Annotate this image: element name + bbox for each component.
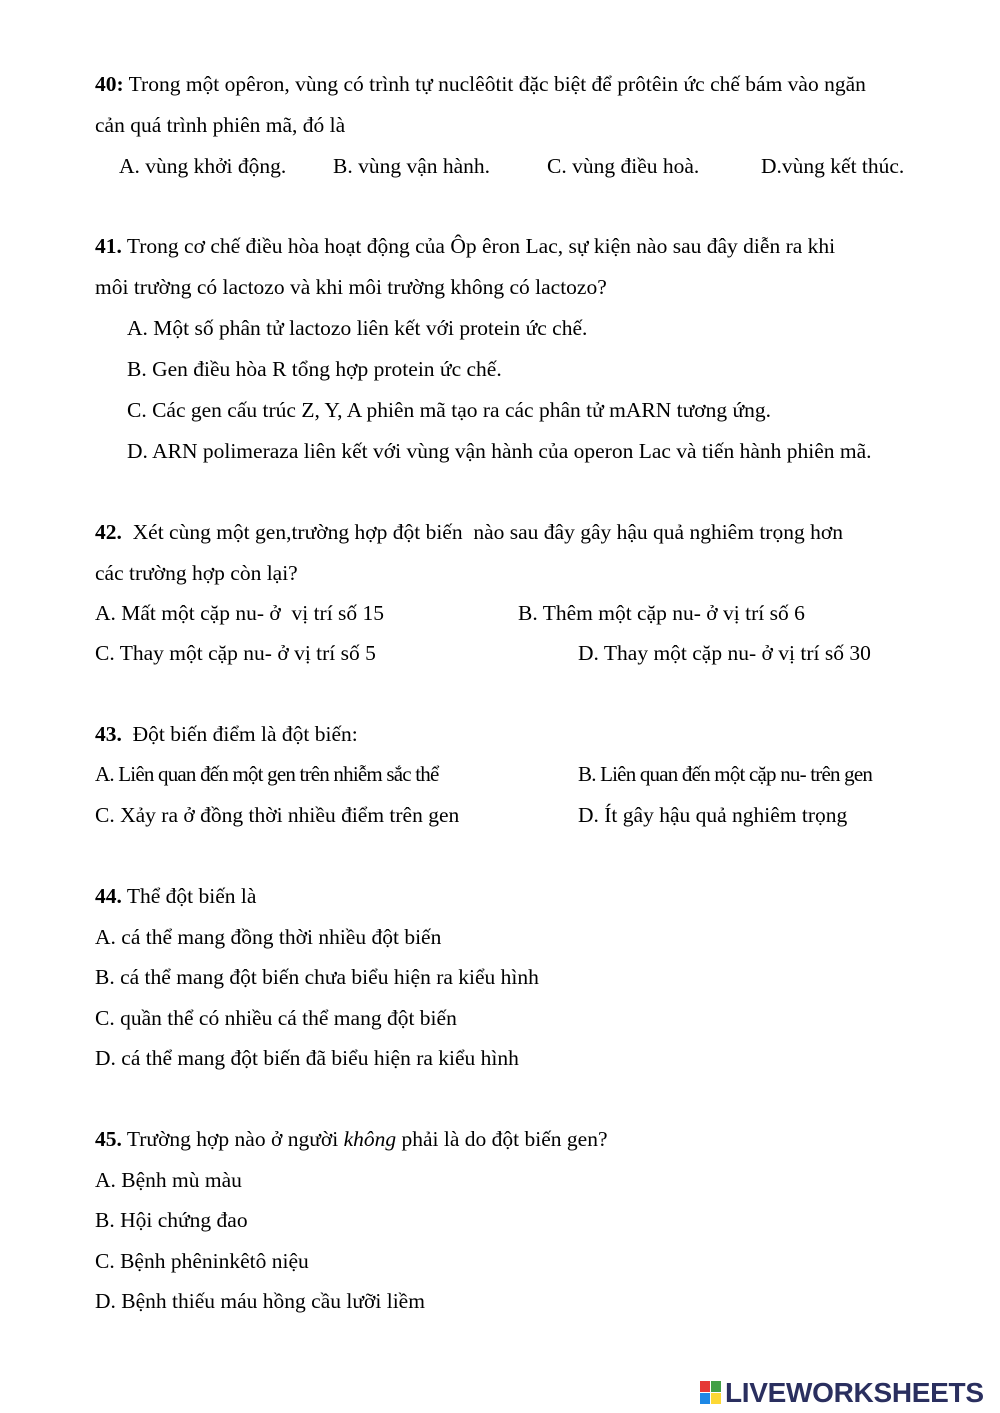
question-41-text-line-2: môi trường có lactozo và khi môi trường không có lactozo? (95, 275, 607, 299)
question-45-option-d[interactable]: D. Bệnh thiếu máu hồng cầu lưỡi liềm (95, 1289, 425, 1313)
question-44-option-a[interactable]: A. cá thể mang đồng thời nhiều đột biến (95, 925, 442, 949)
liveworksheets-logo-text: LIVEWORKSHEETS (725, 1377, 984, 1408)
question-40-number: 40: (95, 72, 124, 96)
question-45-option-b[interactable]: B. Hội chứng đao (95, 1208, 248, 1232)
question-44-option-c[interactable]: C. quần thể có nhiều cá thể mang đột biến (95, 1006, 457, 1030)
question-42-option-d[interactable]: D. Thay một cặp nu- ở vị trí số 30 (578, 641, 871, 665)
question-43-text-line-1: 43. Đột biến điểm là đột biến: (95, 722, 358, 746)
question-41-option-b[interactable]: B. Gen điều hòa R tổng hợp protein ức chế. (127, 357, 502, 381)
question-45-option-c[interactable]: C. Bệnh phêninkêtô niệu (95, 1249, 309, 1273)
question-42-number: 42. (95, 520, 122, 544)
question-43-option-d[interactable]: D. Ít gây hậu quả nghiêm trọng (578, 803, 848, 827)
question-42-text-line-2: các trường hợp còn lại? (95, 561, 298, 585)
question-45-text-line-1: 45. Trường hợp nào ở người không phải là do đột biến gen? (95, 1127, 608, 1151)
question-43-number: 43. (95, 722, 122, 746)
question-40-text-line-2: cản quá trình phiên mã, đó là (95, 113, 346, 137)
question-45-option-a[interactable]: A. Bệnh mù màu (95, 1168, 242, 1192)
question-44-option-b[interactable]: B. cá thể mang đột biến chưa biểu hiện ra kiểu hình (95, 965, 539, 989)
question-40-option-d[interactable]: D.vùng kết thúc. (761, 154, 905, 178)
question-45-number: 45. (95, 1127, 122, 1151)
question-40-text-line-1: 40: Trong một opêron, vùng có trình tự nuclêôtit đặc biệt để prôtêin ức chế bám vào ngăn (95, 72, 866, 96)
question-43-option-c[interactable]: C. Xảy ra ở đồng thời nhiều điểm trên gen (95, 803, 460, 827)
liveworksheets-logo-icon (700, 1381, 722, 1405)
question-42-option-c[interactable]: C. Thay một cặp nu- ở vị trí số 5 (95, 641, 376, 665)
question-44-text-line-1: 44. Thể đột biến là (95, 884, 257, 908)
question-41-option-c[interactable]: C. Các gen cấu trúc Z, Y, A phiên mã tạo ra các phân tử mARN tương ứng. (127, 398, 772, 422)
question-41-option-a[interactable]: A. Một số phân tử lactozo liên kết với protein ức chế. (127, 316, 588, 340)
question-40-option-b[interactable]: B. vùng vận hành. (333, 154, 491, 178)
question-43-option-a[interactable]: A. Liên quan đến một gen trên nhiễm sắc thể (95, 762, 439, 786)
liveworksheets-logo (700, 1377, 984, 1409)
question-43-option-b[interactable]: B. Liên quan đến một cặp nu- trên gen (578, 762, 873, 786)
question-40-option-a[interactable]: A. vùng khởi động. (119, 154, 287, 178)
question-44-number: 44. (95, 884, 122, 908)
question-41-number: 41. (95, 234, 122, 258)
question-42-option-b[interactable]: B. Thêm một cặp nu- ở vị trí số 6 (518, 601, 805, 625)
question-41-option-d[interactable]: D. ARN polimeraza liên kết với vùng vận hành của operon Lac và tiến hành phiên mã. (127, 439, 872, 463)
question-45-emphasis: không (343, 1127, 397, 1151)
question-44-option-d[interactable]: D. cá thể mang đột biến đã biểu hiện ra kiểu hình (95, 1046, 519, 1070)
question-41-text-line-1: 41. Trong cơ chế điều hòa hoạt động của Ôp êron Lac, sự kiện nào sau đây diễn ra khi (95, 234, 836, 258)
question-42-text-line-1: 42. Xét cùng một gen,trường hợp đột biến nào sau đây gây hậu quả nghiêm trọng hơn (95, 520, 843, 544)
question-42-option-a[interactable]: A. Mất một cặp nu- ở vị trí số 15 (95, 601, 385, 625)
question-40-option-c[interactable]: C. vùng điều hoà. (547, 154, 700, 178)
